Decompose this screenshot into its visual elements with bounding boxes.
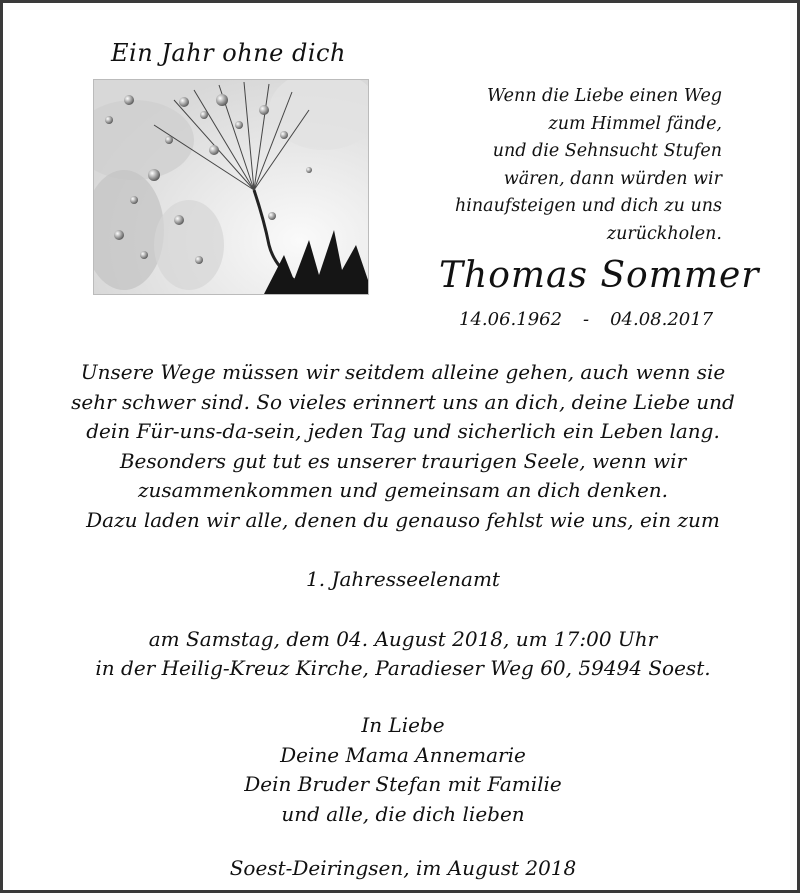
signature-block bbox=[43, 711, 763, 829]
quote-line: und die Sehnsucht Stufen bbox=[492, 141, 722, 161]
quote-line: wären, dann würden wir bbox=[503, 168, 722, 189]
card-title: Ein Jahr ohne dich bbox=[111, 39, 346, 67]
deceased-name: Thomas Sommer bbox=[439, 255, 760, 296]
quote-line: zum Himmel fände, bbox=[548, 113, 722, 134]
memorial-quote bbox=[392, 83, 722, 248]
event-location-line: in der Heilig-Kreuz Kirche, Paradieser Weg 60, 59494 Soest. bbox=[95, 656, 711, 680]
birth-date: 14.06.1962 bbox=[459, 309, 563, 330]
quote-line: Wenn die Liebe einen Weg bbox=[487, 86, 722, 106]
signature-line: In Liebe bbox=[361, 713, 445, 737]
life-dates bbox=[459, 309, 713, 330]
event-details bbox=[43, 625, 763, 683]
body-line: zusammenkommen und gemeinsam an dich denken. bbox=[137, 478, 669, 502]
body-line: Dazu laden wir alle, denen du genauso fehlst wie uns, ein zum bbox=[86, 507, 720, 532]
quote-line: zurückholen. bbox=[606, 223, 722, 244]
event-date-line: am Samstag, dem 04. August 2018, um 17:00 Uhr bbox=[148, 627, 658, 651]
death-date: 04.08.2017 bbox=[610, 309, 714, 330]
announcement-text bbox=[43, 358, 763, 535]
event-name: 1. Jahresseelenamt bbox=[306, 567, 500, 591]
body-line: sehr schwer sind. So vieles erinnert uns an dich, deine Liebe und bbox=[71, 389, 735, 414]
quote-line: hinaufsteigen und dich zu uns bbox=[455, 196, 722, 216]
place-date: Soest-Deiringsen, im August 2018 bbox=[229, 856, 577, 880]
dandelion-photo bbox=[93, 79, 369, 295]
date-separator: - bbox=[583, 309, 590, 330]
body-line: dein Für-uns-da-sein, jeden Tag und sicherlich ein Leben lang. bbox=[86, 419, 720, 443]
body-line: Unsere Wege müssen wir seitdem alleine gehen, auch wenn sie bbox=[80, 360, 726, 384]
signature-line: Deine Mama Annemarie bbox=[280, 742, 526, 767]
signature-line: Dein Bruder Stefan mit Familie bbox=[244, 772, 562, 796]
signature-line: und alle, die dich lieben bbox=[281, 801, 525, 826]
body-line: Besonders gut tut es unserer traurigen Seele, wenn wir bbox=[119, 448, 687, 473]
